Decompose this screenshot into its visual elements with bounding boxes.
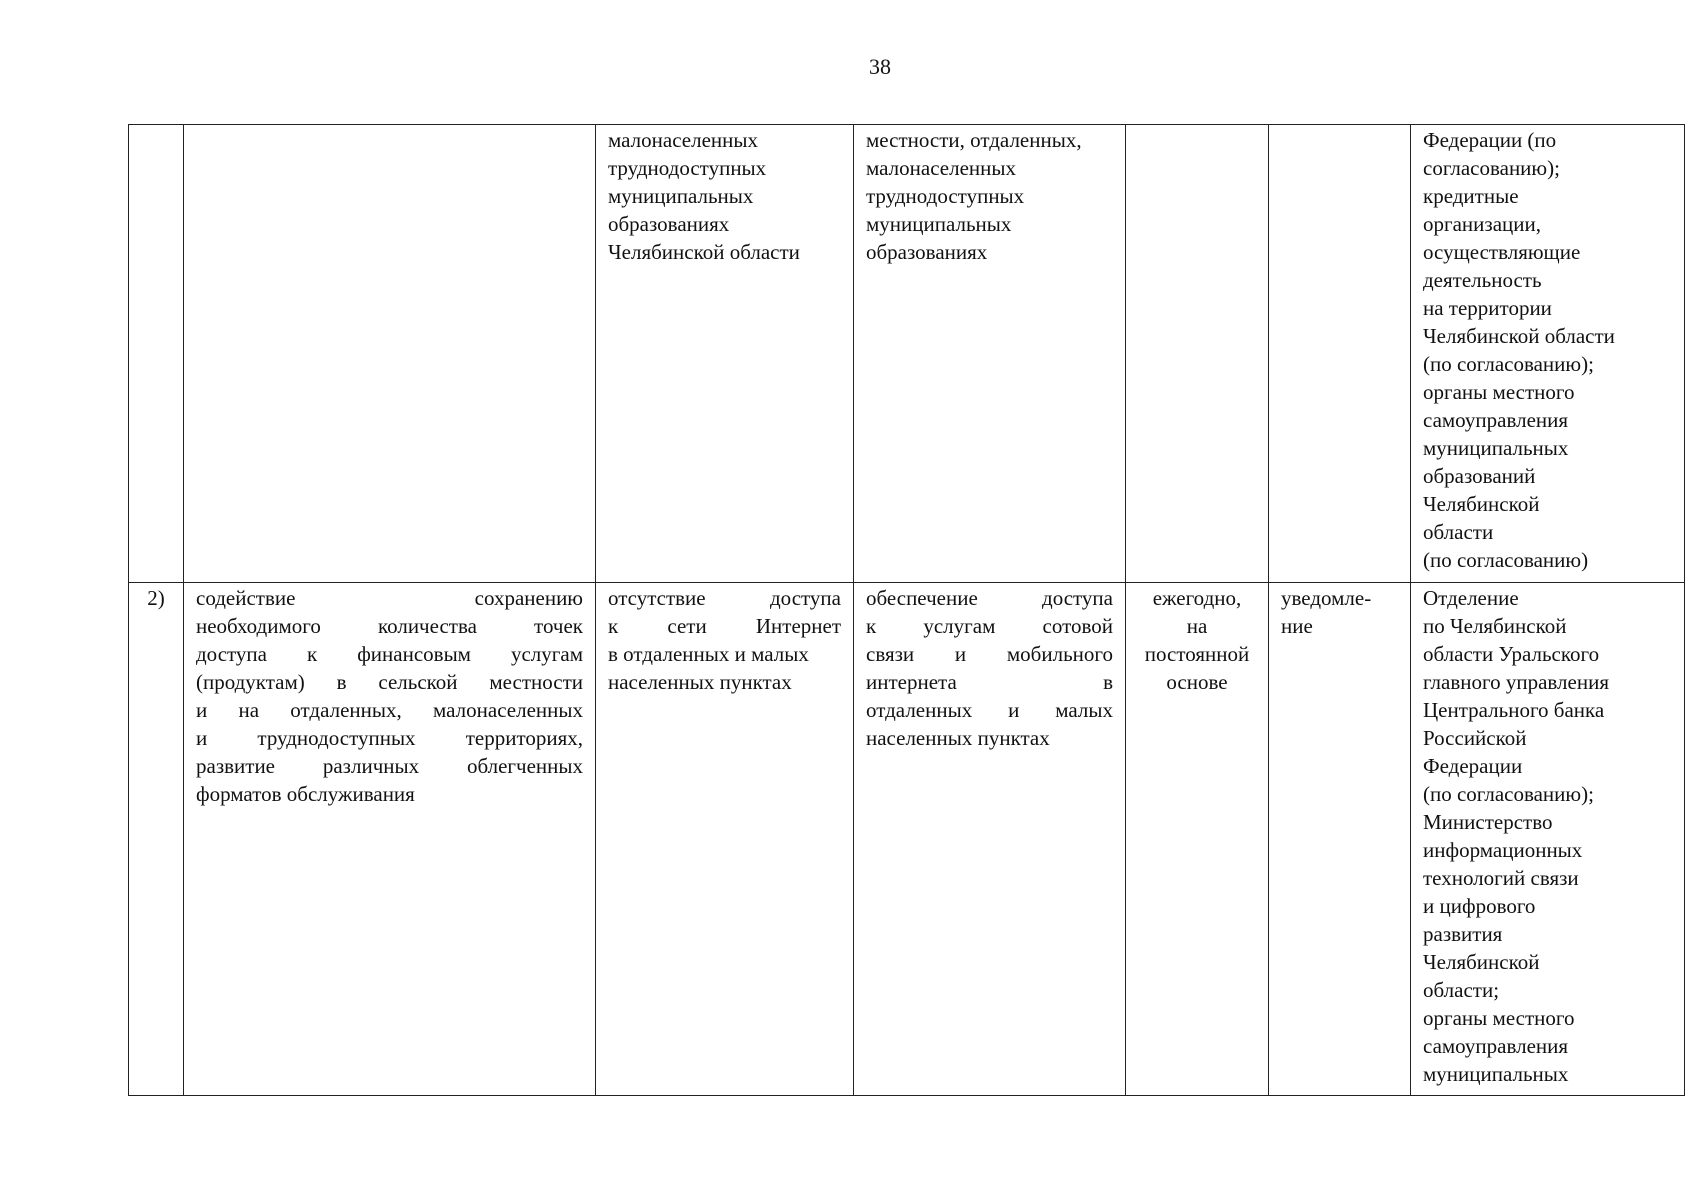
- cell-text-line: Министерство: [1423, 810, 1553, 834]
- table-row: [129, 583, 1685, 1096]
- cell-text-line: муниципальных: [608, 184, 754, 208]
- cell-result: [854, 125, 1126, 583]
- cell-text-line: отсутствие доступа: [608, 586, 841, 610]
- cell-text-line: интернета в: [866, 670, 1113, 694]
- cell-report-form: [1269, 583, 1411, 1096]
- cell-text-line: Челябинской: [1423, 492, 1540, 516]
- page-number: 38: [869, 54, 891, 79]
- cell-text-line: (по согласованию): [1423, 548, 1589, 572]
- cell-text-line: ние: [1281, 614, 1313, 638]
- cell-text-line: в отдаленных и малых: [608, 642, 809, 666]
- cell-text-line: доступа к финансовым услугам: [196, 642, 583, 666]
- cell-text-line: необходимого количества точек: [196, 614, 583, 638]
- cell-text-line: муниципальных: [1423, 436, 1569, 460]
- cell-text-line: деятельность: [1423, 268, 1542, 292]
- cell-text-line: информационных: [1423, 838, 1583, 862]
- cell-text-line: образованиях: [608, 212, 730, 236]
- cell-text-line: местности, отдаленных,: [866, 128, 1082, 152]
- cell-text-line: связи и мобильного: [866, 642, 1113, 666]
- cell-text-line: муниципальных: [1423, 1062, 1569, 1086]
- cell-text-line: на территории: [1423, 296, 1552, 320]
- cell-text-line: Челябинской области: [1423, 324, 1615, 348]
- cell-text-line: развитие различных облегченных: [196, 754, 583, 778]
- cell-text-line: по Челябинской: [1423, 614, 1567, 638]
- cell-text-line: муниципальных: [866, 212, 1012, 236]
- cell-text-line: к сети Интернет: [608, 614, 841, 638]
- cell-text-line: Федерации: [1423, 754, 1523, 778]
- cell-executors: [1411, 583, 1685, 1096]
- cell-text-line: Центрального банка: [1423, 698, 1605, 722]
- cell-number: [129, 125, 184, 583]
- cell-text-line: согласованию);: [1423, 156, 1560, 180]
- cell-text-line: Федерации (по: [1423, 128, 1557, 152]
- cell-text-line: содействие сохранению: [196, 586, 583, 610]
- cell-text-line: технологий связи: [1423, 866, 1579, 890]
- cell-text-line: основе: [1166, 670, 1228, 694]
- cell-text-line: самоуправления: [1423, 408, 1569, 432]
- cell-measure: [184, 125, 596, 583]
- cell-text-line: обеспечение доступа: [866, 586, 1113, 610]
- cell-text-line: постоянной: [1144, 642, 1250, 666]
- cell-text-line: области Уральского: [1423, 642, 1600, 666]
- cell-text-line: уведомле-: [1281, 586, 1372, 610]
- cell-text-line: Челябинской области: [608, 240, 800, 264]
- cell-text-line: области;: [1423, 978, 1500, 1002]
- cell-text-line: органы местного: [1423, 1006, 1575, 1030]
- cell-text-line: на: [1186, 614, 1208, 638]
- cell-text-line: ежегодно,: [1152, 586, 1242, 610]
- cell-text-line: органы местного: [1423, 380, 1575, 404]
- cell-measure: [184, 583, 596, 1096]
- cell-deadline: [1126, 125, 1269, 583]
- cell-result: [854, 583, 1126, 1096]
- cell-text-line: (продуктам) в сельской местности: [196, 670, 583, 694]
- cell-text-line: организации,: [1423, 212, 1541, 236]
- cell-text-line: области: [1423, 520, 1494, 544]
- cell-text-line: Российской: [1423, 726, 1527, 750]
- cell-text-line: развития: [1423, 922, 1503, 946]
- cell-text-line: населенных пунктах: [608, 670, 792, 694]
- cell-text-line: населенных пунктах: [866, 726, 1050, 750]
- cell-text-line: (по согласованию);: [1423, 352, 1594, 376]
- cell-text-line: малонаселенных: [866, 156, 1016, 180]
- cell-text-line: труднодоступных: [608, 156, 767, 180]
- cell-text-line: труднодоступных: [866, 184, 1025, 208]
- cell-number: 2): [129, 583, 184, 1096]
- cell-text-line: и труднодоступных территориях,: [196, 726, 583, 750]
- cell-deadline: [1126, 583, 1269, 1096]
- cell-text-line: форматов обслуживания: [196, 782, 415, 806]
- cell-text-line: и на отдаленных, малонаселенных: [196, 698, 583, 722]
- cell-text-line: образований: [1423, 464, 1536, 488]
- cell-text-line: и цифрового: [1423, 894, 1536, 918]
- cell-report-form: [1269, 125, 1411, 583]
- cell-text-line: малонаселенных: [608, 128, 758, 152]
- table-row: [129, 125, 1685, 583]
- cell-text-line: главного управления: [1423, 670, 1609, 694]
- plan-table: [128, 124, 1685, 1096]
- cell-text-line: (по согласованию);: [1423, 782, 1594, 806]
- cell-text-line: самоуправления: [1423, 1034, 1569, 1058]
- cell-text-line: образованиях: [866, 240, 988, 264]
- cell-executors: [1411, 125, 1685, 583]
- cell-text-line: к услугам сотовой: [866, 614, 1113, 638]
- cell-problem: [596, 583, 854, 1096]
- cell-text-line: отдаленных и малых: [866, 698, 1113, 722]
- cell-text-line: кредитные: [1423, 184, 1519, 208]
- cell-text-line: Челябинской: [1423, 950, 1540, 974]
- cell-text-line: Отделение: [1423, 586, 1519, 610]
- cell-text-line: осуществляющие: [1423, 240, 1581, 264]
- cell-problem: [596, 125, 854, 583]
